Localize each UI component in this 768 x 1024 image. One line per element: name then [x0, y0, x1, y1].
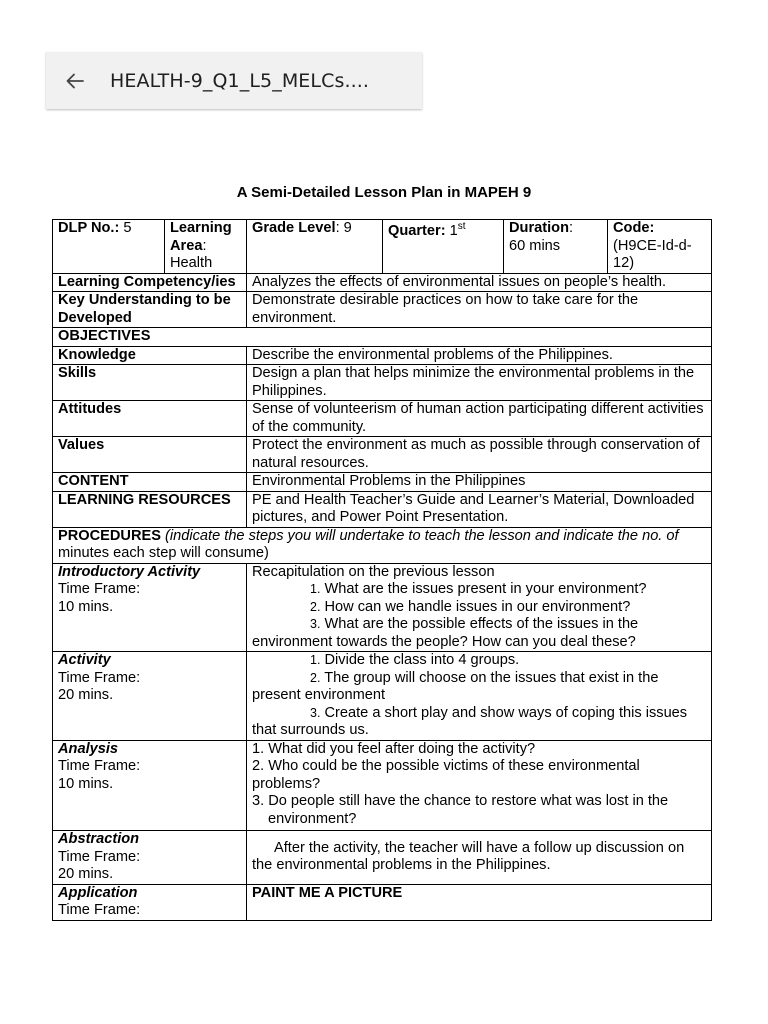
list-item: 2. Who could be the possible victims of these environmental problems? — [252, 758, 640, 792]
table-row — [53, 527, 712, 563]
key-understanding-value: Demonstrate desirable practices on how to take care for the environment. — [247, 292, 712, 328]
learning-resources-value: PE and Health Teacher’s Guide and Learner’s Material, Downloaded pictures, and Power Point Presentation. — [247, 491, 712, 527]
introductory-activity-content: Recapitulation on the previous lesson 1. What are the issues present in your environment? 2. How can we handle issues in our environment? 3. What are the possible effects of the issues in the environment towards the people? How can you deal these? — [247, 563, 712, 652]
learning-resources-label: LEARNING RESOURCES — [53, 491, 247, 527]
list-item: 3. Do people still have the chance to restore what was lost in the environment? — [252, 793, 669, 827]
application-label: Application Time Frame: — [53, 884, 247, 920]
analysis-label: Analysis Time Frame: 10 mins. — [53, 740, 247, 831]
content-label: CONTENT — [53, 473, 247, 492]
attitudes-label: Attitudes — [53, 401, 247, 437]
table-row — [53, 328, 712, 347]
competency-label: Learning Competency/ies — [53, 273, 247, 292]
values-value: Protect the environment as much as possible through conservation of natural resources. — [247, 437, 712, 473]
table-row — [53, 220, 712, 274]
code-cell: Code: (H9CE-Id-d-12) — [608, 220, 712, 274]
grade-level-cell: Grade Level: 9 — [247, 220, 383, 274]
table-row — [53, 437, 712, 473]
activity-content — [247, 652, 712, 741]
objectives-heading: OBJECTIVES — [53, 328, 712, 347]
quarter-cell: Quarter: 1st — [383, 220, 504, 274]
key-understanding-label: Key Understanding to be Developed — [53, 292, 247, 328]
list-item: 3. Create a short play and show ways of coping this issues that surrounds us. — [252, 704, 688, 738]
dlp-cell: DLP No.: 5 — [53, 220, 165, 274]
table-row — [53, 884, 712, 920]
procedures-heading: PROCEDURES (indicate the steps you will undertake to teach the lesson and indicate the no. of minutes each step will consume) — [53, 527, 712, 563]
values-label: Values — [53, 437, 247, 473]
activity-label: Activity Time Frame: 20 mins. — [53, 652, 247, 741]
table-row — [53, 652, 712, 741]
list-item: 2. The group will choose on the issues that exist in the present environment — [252, 669, 659, 703]
list-item: 3. What are the possible effects of the issues in the environment towards the people? How can you deal these? — [252, 616, 639, 650]
back-button[interactable] — [62, 68, 88, 94]
table-row — [53, 491, 712, 527]
table-row — [53, 473, 712, 492]
skills-value: Design a plan that helps minimize the environmental problems in the Philippines. — [247, 365, 712, 401]
table-row — [53, 831, 712, 885]
knowledge-label: Knowledge — [53, 346, 247, 365]
list-item: 1. What are the issues present in your environment? — [310, 581, 647, 597]
content-value: Environmental Problems in the Philippines — [247, 473, 712, 492]
document-title: HEALTH-9_Q1_L5_MELCs.... — [110, 69, 370, 92]
duration-cell: Duration: 60 mins — [504, 220, 608, 274]
introductory-activity-label: Introductory Activity Time Frame: 10 mins. — [53, 563, 247, 652]
learning-area-cell: Learning Area: Health — [165, 220, 247, 274]
list-item: 1. Divide the class into 4 groups. — [310, 652, 520, 668]
list-item: 1. What did you feel after doing the activity? — [252, 740, 536, 757]
attitudes-value: Sense of volunteerism of human action participating different activities of the community. — [247, 401, 712, 437]
abstraction-content: After the activity, the teacher will have a follow up discussion on the environmental problems in the Philippines. — [247, 831, 712, 885]
application-content: PAINT ME A PICTURE — [247, 884, 712, 920]
table-row — [53, 740, 712, 831]
table-row — [53, 563, 712, 652]
table-row — [53, 401, 712, 437]
competency-value: Analyzes the effects of environmental issues on people’s health. — [247, 273, 712, 292]
analysis-content — [247, 740, 712, 831]
table-row — [53, 292, 712, 328]
skills-label: Skills — [53, 365, 247, 401]
abstraction-label: Abstraction Time Frame: 20 mins. — [53, 831, 247, 885]
list-item: 2. How can we handle issues in our environment? — [310, 598, 631, 615]
lesson-plan-heading: A Semi-Detailed Lesson Plan in MAPEH 9 — [236, 184, 532, 201]
knowledge-value: Describe the environmental problems of the Philippines. — [247, 346, 712, 365]
document-page — [52, 219, 712, 930]
table-row — [53, 273, 712, 292]
document-header-bar — [46, 52, 422, 109]
table-row — [53, 365, 712, 401]
table-row — [53, 346, 712, 365]
lesson-plan-table — [52, 219, 712, 921]
arrow-left-icon — [65, 71, 85, 91]
